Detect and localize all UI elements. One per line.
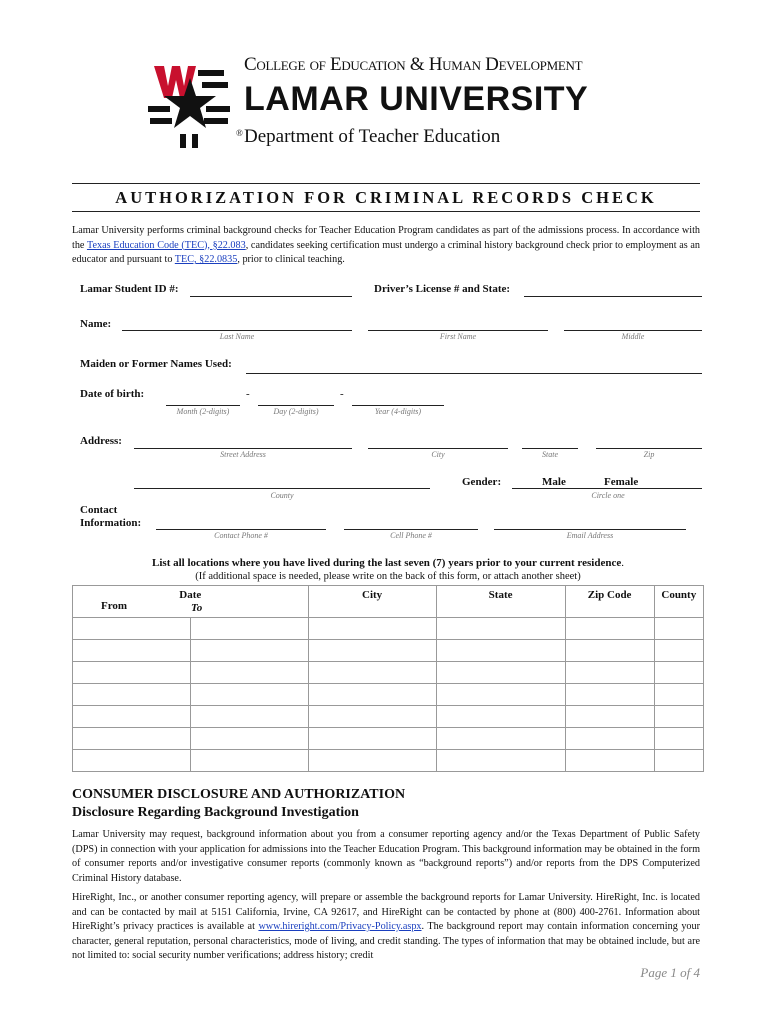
- state-cell[interactable]: [436, 684, 565, 706]
- department-name: Department of Teacher Education: [244, 126, 501, 147]
- city-caption: City: [431, 450, 445, 459]
- address-label: Address:: [80, 435, 122, 447]
- middle-name-caption: Middle: [621, 332, 645, 341]
- dob-label: Date of birth:: [80, 388, 145, 400]
- state-cell[interactable]: [436, 618, 565, 640]
- state-cell[interactable]: [436, 728, 565, 750]
- form-title: AUTHORIZATION FOR CRIMINAL RECORDS CHECK: [115, 188, 657, 207]
- email-field[interactable]: [494, 529, 686, 530]
- state-cell[interactable]: [436, 750, 565, 772]
- zip-cell[interactable]: [565, 728, 654, 750]
- disclosure-title: CONSUMER DISCLOSURE AND AUTHORIZATION: [72, 787, 406, 802]
- from-cell[interactable]: [73, 640, 191, 662]
- college-name: College of Education & Human Development: [244, 54, 583, 75]
- county-cell[interactable]: [654, 618, 703, 640]
- to-cell[interactable]: [190, 728, 308, 750]
- county-field[interactable]: [134, 488, 430, 489]
- gender-line: [512, 488, 702, 489]
- gender-label: Gender:: [462, 476, 502, 488]
- disclosure-paragraph-2: [72, 891, 700, 964]
- location-row: [73, 750, 704, 772]
- street-address-field[interactable]: [134, 448, 352, 449]
- contact-phone-caption: Contact Phone #: [214, 531, 268, 540]
- to-header-label: To: [191, 602, 203, 614]
- intro-text-1: Lamar University performs criminal background checks for Teacher Education Program candidates as part of the admissions process. In accordance with the: [72, 225, 700, 251]
- city-cell[interactable]: [308, 728, 436, 750]
- middle-name-field[interactable]: [564, 330, 702, 331]
- dob-month-field[interactable]: [166, 405, 240, 406]
- zip-cell[interactable]: [565, 684, 654, 706]
- locations-heading: [72, 557, 704, 569]
- name-label: Name:: [80, 318, 112, 330]
- gender-male-option[interactable]: Male: [542, 476, 566, 488]
- student-id-field[interactable]: [190, 296, 352, 297]
- disclosure-paragraph-2b: . The background report may contain information concerning your character, general reputation, personal characteristics, mode of living, and credit standing. The types of information that may be obtained include, but are not limited to: social security number verifications; address history; credit: [72, 921, 701, 961]
- zip-cell[interactable]: [565, 750, 654, 772]
- to-cell[interactable]: [190, 706, 308, 728]
- to-cell[interactable]: [190, 684, 308, 706]
- disclosure-paragraph-2a: HireRight, Inc., or another consumer reporting agency, will prepare or assemble the background reports for Lamar University. HireRight, Inc. is located and can be contacted by mail at 5151 California, Irvine, CA 92617, and HireRight can be contacted by phone at (800) 400-2761. Information about HireRight’s privacy practices is available at: [72, 892, 700, 932]
- from-cell[interactable]: [73, 684, 191, 706]
- disclosure-subtitle: Disclosure Regarding Background Investigation: [72, 805, 359, 820]
- location-row: [73, 684, 704, 706]
- dob-year-caption: Year (4-digits): [374, 407, 422, 416]
- state-header: State: [436, 586, 565, 618]
- maiden-names-field[interactable]: [246, 373, 702, 374]
- contact-label-2: Information:: [80, 517, 142, 529]
- drivers-license-field[interactable]: [524, 296, 702, 297]
- intro-text-3: , prior to clinical teaching.: [237, 254, 345, 265]
- dob-day-caption: Day (2-digits): [273, 407, 319, 416]
- zip-cell[interactable]: [565, 640, 654, 662]
- date-header-label: Date: [179, 589, 202, 601]
- county-caption: County: [270, 491, 294, 500]
- dob-dash-2: -: [340, 388, 344, 400]
- county-cell[interactable]: [654, 662, 703, 684]
- cell-phone-field[interactable]: [344, 529, 478, 530]
- contact-label-1: Contact: [80, 504, 118, 516]
- hireright-privacy-link[interactable]: www.hireright.com/Privacy-Policy.aspx: [258, 921, 422, 932]
- to-cell[interactable]: [190, 618, 308, 640]
- state-field[interactable]: [522, 448, 578, 449]
- dob-dash-1: -: [246, 388, 250, 400]
- registered-mark: ®: [236, 128, 243, 138]
- county-cell[interactable]: [654, 750, 703, 772]
- page-number: Page 1 of 4: [640, 965, 700, 980]
- city-field[interactable]: [368, 448, 508, 449]
- first-name-caption: First Name: [439, 332, 477, 341]
- zip-field[interactable]: [596, 448, 702, 449]
- street-address-caption: Street Address: [220, 450, 266, 459]
- zip-header: Zip Code: [565, 586, 654, 618]
- location-row: [73, 618, 704, 640]
- from-cell[interactable]: [73, 662, 191, 684]
- city-cell[interactable]: [308, 750, 436, 772]
- drivers-license-label: Driver’s License # and State:: [374, 283, 511, 295]
- university-name: LAMAR UNIVERSITY: [244, 80, 589, 118]
- locations-heading-period: .: [621, 557, 624, 569]
- county-header: County: [654, 586, 703, 618]
- dob-year-field[interactable]: [352, 405, 444, 406]
- locations-heading-text: List all locations where you have lived during the last seven (7) years prior to your current residence: [152, 557, 622, 569]
- county-cell[interactable]: [654, 728, 703, 750]
- tec-220835-link[interactable]: TEC, §22.0835: [174, 254, 238, 265]
- intro-text-2: , candidates seeking certification must undergo a criminal history background check prior to employment as an educator and pursuant to: [72, 239, 700, 265]
- first-name-field[interactable]: [368, 330, 548, 331]
- dob-day-field[interactable]: [258, 405, 334, 406]
- intro-paragraph: [72, 224, 700, 268]
- last-name-field[interactable]: [122, 330, 352, 331]
- city-cell[interactable]: [308, 684, 436, 706]
- from-cell[interactable]: [73, 706, 191, 728]
- to-cell[interactable]: [190, 640, 308, 662]
- locations-table: [72, 585, 704, 772]
- location-row: [73, 640, 704, 662]
- disclosure-paragraph-1: Lamar University may request, background information about you from a consumer reporting agency and/or the Texas Department of Public Safety (DPS) in connection with your application for admissions into the Teacher Education Program. This background information may be obtained in the form of consumer reports and/or investigative consumer reports (commonly known as “background reports”) and/or reports from the DPS Computerized Criminal History database.: [72, 829, 700, 884]
- state-cell[interactable]: [436, 662, 565, 684]
- state-cell[interactable]: [436, 640, 565, 662]
- title-rule-bottom: [72, 211, 700, 212]
- zip-cell[interactable]: [565, 662, 654, 684]
- date-header: [73, 586, 309, 618]
- city-cell[interactable]: [308, 662, 436, 684]
- lamar-logo: [140, 56, 236, 152]
- last-name-caption: Last Name: [219, 332, 255, 341]
- city-header: City: [308, 586, 436, 618]
- zip-caption: Zip: [643, 450, 655, 459]
- dob-month-caption: Month (2-digits): [176, 407, 230, 416]
- from-cell[interactable]: [73, 750, 191, 772]
- from-cell[interactable]: [73, 618, 191, 640]
- location-row: [73, 706, 704, 728]
- city-cell[interactable]: [308, 618, 436, 640]
- to-cell[interactable]: [190, 662, 308, 684]
- maiden-names-label: Maiden or Former Names Used:: [80, 358, 232, 370]
- from-header-label: From: [101, 600, 128, 612]
- tec-22083-link[interactable]: Texas Education Code (TEC), §22.083: [86, 239, 246, 251]
- gender-female-option[interactable]: Female: [604, 476, 639, 488]
- city-cell[interactable]: [308, 640, 436, 662]
- state-caption: State: [542, 450, 558, 459]
- county-cell[interactable]: [654, 684, 703, 706]
- zip-cell[interactable]: [565, 618, 654, 640]
- locations-subheading: (If additional space is needed, please write on the back of this form, or attach another sheet): [195, 571, 581, 582]
- zip-cell[interactable]: [565, 706, 654, 728]
- county-cell[interactable]: [654, 640, 703, 662]
- to-cell[interactable]: [190, 750, 308, 772]
- location-row: [73, 728, 704, 750]
- locations-header-row: [73, 586, 704, 618]
- cell-phone-caption: Cell Phone #: [390, 531, 432, 540]
- from-cell[interactable]: [73, 728, 191, 750]
- contact-phone-field[interactable]: [156, 529, 326, 530]
- state-cell[interactable]: [436, 706, 565, 728]
- student-id-label: Lamar Student ID #:: [80, 283, 179, 295]
- location-row: [73, 662, 704, 684]
- circle-one-caption: Circle one: [591, 491, 625, 500]
- county-cell[interactable]: [654, 706, 703, 728]
- email-caption: Email Address: [566, 531, 614, 540]
- title-rule-top: [72, 183, 700, 184]
- city-cell[interactable]: [308, 706, 436, 728]
